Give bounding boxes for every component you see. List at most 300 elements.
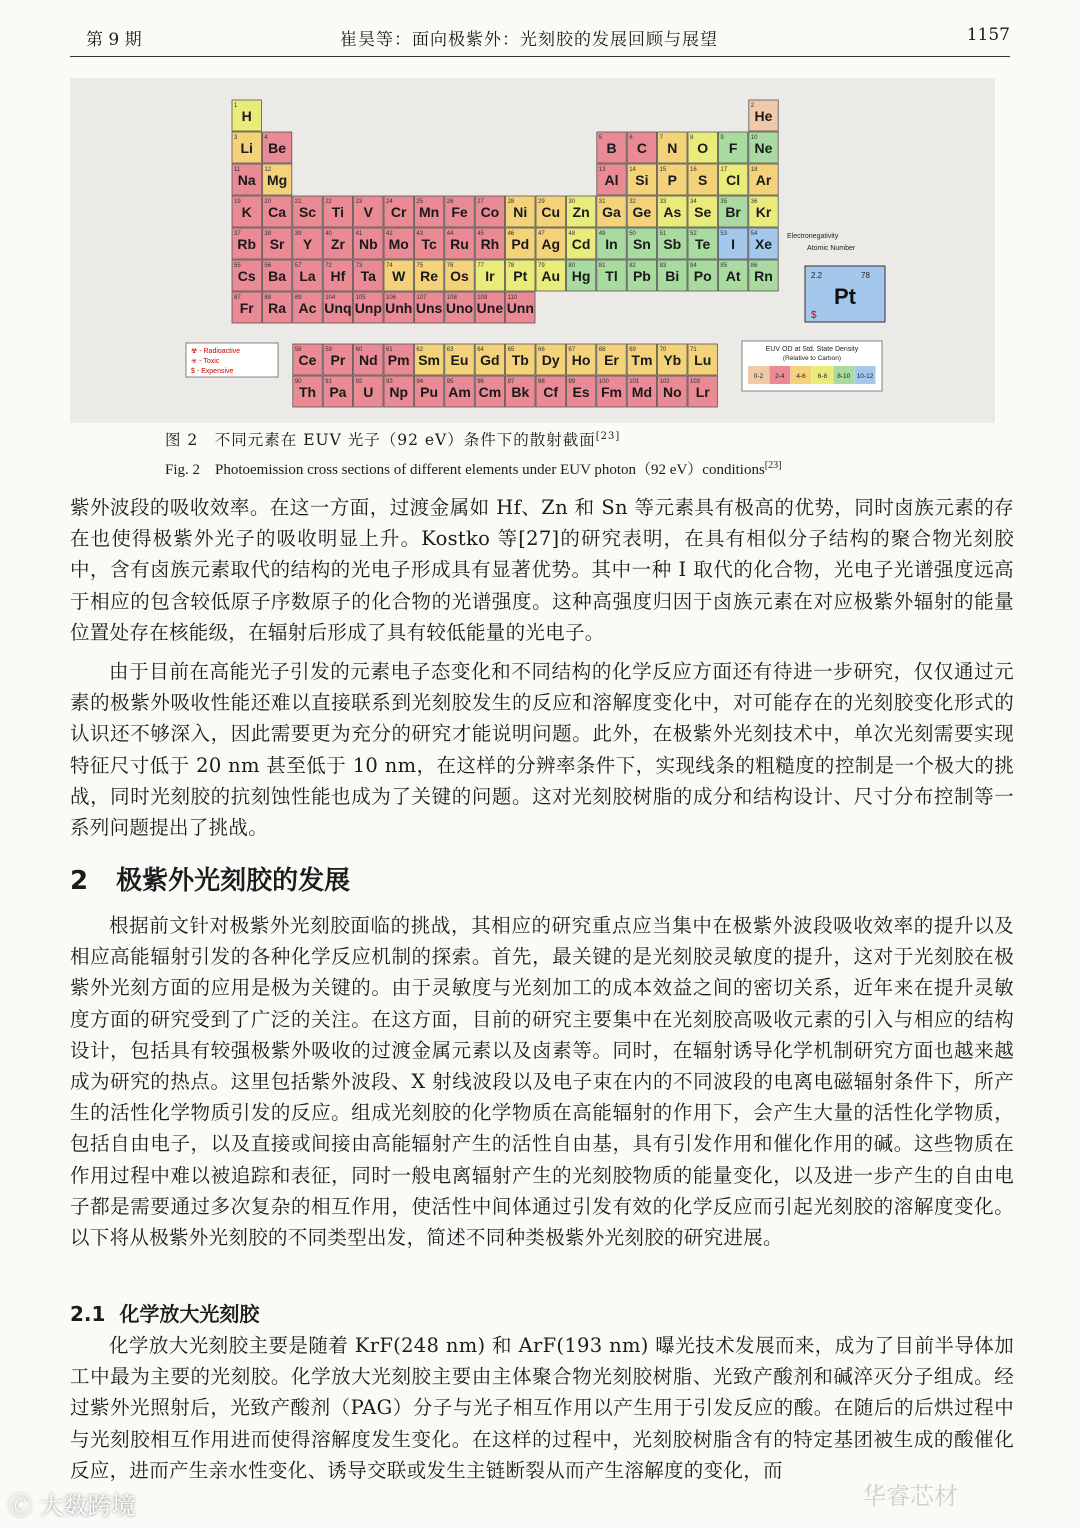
element-Lu [688,344,717,375]
element-N [658,132,687,163]
svg-text:Nd: Nd [358,352,378,368]
svg-text:Tb: Tb [511,352,529,368]
element-I [718,228,747,259]
svg-text:106: 106 [386,295,397,301]
svg-text:86: 86 [750,263,758,269]
element-Li [232,132,261,163]
svg-text:2: 2 [750,103,755,109]
od-scale-label: 8-10 [837,373,851,380]
element-Se [688,196,717,227]
svg-text:66: 66 [538,347,545,353]
svg-text:99: 99 [568,379,576,385]
svg-text:Th: Th [298,384,317,400]
svg-text:34: 34 [690,199,697,205]
svg-text:Une: Une [476,300,504,316]
svg-text:93: 93 [386,379,393,385]
svg-text:F: F [728,140,738,156]
od-scale-label: 2-4 [775,373,785,380]
svg-text:105: 105 [355,295,366,301]
svg-text:Xe: Xe [754,236,773,252]
svg-text:60: 60 [355,347,363,353]
element-Tb [506,344,535,375]
svg-text:11: 11 [234,167,241,173]
watermark-left: 🄫 大数跨境 [8,1492,136,1520]
svg-text:63: 63 [446,347,454,353]
svg-text:Lr: Lr [695,384,710,400]
element-Rh [475,228,504,259]
element-Es [566,376,595,407]
svg-text:O: O [697,140,709,156]
svg-text:40: 40 [325,231,332,237]
element-Cd [566,228,595,259]
element-Ti [323,196,352,227]
element-Te [688,228,717,259]
element-Unp [354,292,383,323]
svg-text:50: 50 [629,231,636,237]
svg-text:Ge: Ge [632,204,652,220]
svg-text:31: 31 [598,199,606,205]
element-Na [232,164,261,195]
svg-text:H: H [241,108,252,124]
element-Os [445,260,474,291]
element-Al [597,164,626,195]
key-symbol: Pt [834,284,856,309]
element-Unq [323,292,352,323]
element-Ni [506,196,535,227]
element-Gd [475,344,504,375]
svg-text:Ce: Ce [298,352,317,368]
element-Be [262,132,291,163]
element-K [232,196,261,227]
element-Tm [627,344,656,375]
svg-text:28: 28 [507,199,515,205]
element-Pr [323,344,352,375]
svg-text:97: 97 [507,379,515,385]
element-Ge [627,196,656,227]
svg-text:W: W [392,268,406,284]
svg-text:Be: Be [268,140,287,156]
paragraph-4: 化学放大光刻胶主要是随着 KrF(248 nm) 和 ArF(193 nm) 曝光技术发展而来，成为了目前半导体加工中最为主要的光刻胶。化学放大光刻胶主要由主体聚合物光刻胶树脂、光致产酸剂和碱淬灭分子组成。经过紫外光照射后，光致产酸剂（PAG）分子与光子相互作用以产生用于引发反应的酸。在随后的后烘过程中与光刻胶相互作用进而使得溶解度发生变化。在这样的过程中，光刻胶树脂含有的特定基团被生成的酸催化反应，进而产生亲水性变化、诱导交联或发生主链断裂从而产生溶解度的变化，而 [70,1334,1014,1482]
svg-text:77: 77 [477,263,484,269]
od-scale-label: 0-2 [753,373,764,380]
svg-text:78: 78 [507,263,515,269]
svg-text:18: 18 [750,167,758,173]
svg-text:Dy: Dy [541,352,560,368]
svg-text:Hf: Hf [330,268,346,284]
svg-text:Te: Te [695,236,711,252]
header-rule [70,56,1010,57]
running-title: 崔昊等：面向极紫外：光刻胶的发展回顾与展望 [340,30,718,50]
od-scale-label: 10-12 [856,373,874,380]
svg-text:Si: Si [635,172,649,188]
svg-text:Unq: Unq [324,300,352,316]
element-Pb [627,260,656,291]
svg-text:37: 37 [234,231,241,237]
svg-text:44: 44 [446,231,454,237]
svg-text:23: 23 [355,199,363,205]
svg-text:Se: Se [694,204,712,220]
element-Nd [354,344,383,375]
element-Si [627,164,656,195]
svg-text:54: 54 [750,231,758,237]
element-F [718,132,747,163]
svg-text:I: I [731,236,736,252]
svg-text:53: 53 [720,231,728,237]
svg-text:108: 108 [446,295,457,301]
svg-text:Br: Br [725,204,741,220]
svg-text:Fr: Fr [239,300,254,316]
element-Ar [749,164,778,195]
element-Cr [384,196,413,227]
svg-text:43: 43 [416,231,424,237]
svg-text:98: 98 [538,379,545,385]
element-Nb [354,228,383,259]
element-Bi [658,260,687,291]
svg-text:Yb: Yb [663,352,682,368]
svg-text:Er: Er [604,352,619,368]
element-Ag [536,228,565,259]
svg-text:Bi: Bi [665,268,680,284]
element-Pu [414,376,443,407]
svg-text:Ni: Ni [513,204,528,220]
svg-text:Na: Na [237,172,256,188]
svg-text:Tc: Tc [421,236,437,252]
svg-text:5: 5 [598,135,603,141]
element-Cl [718,164,747,195]
element-Sc [293,196,322,227]
svg-text:U: U [363,384,374,400]
element-Tl [597,260,626,291]
element-Cs [232,260,261,291]
element-Mo [384,228,413,259]
svg-text:Np: Np [389,384,409,400]
svg-text:Pa: Pa [329,384,347,400]
element-Dy [536,344,565,375]
svg-text:Os: Os [450,268,469,284]
svg-text:14: 14 [629,167,636,173]
svg-text:76: 76 [446,263,454,269]
svg-text:10: 10 [750,135,758,141]
svg-text:79: 79 [538,263,545,269]
element-Zn [566,196,595,227]
svg-text:64: 64 [477,347,484,353]
svg-text:Cr: Cr [390,204,407,220]
element-Md [627,376,656,407]
svg-text:Pd: Pd [511,236,530,252]
element-Rb [232,228,261,259]
svg-text:Pu: Pu [420,384,439,400]
element-Re [414,260,443,291]
svg-text:32: 32 [629,199,636,205]
svg-text:Unn: Unn [506,300,534,316]
section-2-1-heading: 2.1 化学放大光刻胶 [70,1302,260,1326]
svg-text:Am: Am [448,384,471,400]
paragraph-3: 根据前文针对极紫外光刻胶面临的挑战，其相应的研究重点应当集中在极紫外波段吸收效率的提升以及相应高能辐射引发的各种化学反应机制的探索。首先，最关键的是光刻胶灵敏度的提升，这对于光刻胶在极紫外光刻方面的应用是极为关键的。由于灵敏度与光刻加工的成本效益之间的密切关系，近年来在提升灵敏度方面的研究受到了广泛的关注。在这方面，目前的研究主要集中在光刻胶高吸收元素的引入与相应的结构设计，包括具有较强极紫外吸收的过渡金属元素以及卤素等。同时，在辐射诱导化学机制研究方面也越来越成为研究的热点。这里包括紫外波段、X 射线波段以及电子束在内的不同波段的电离电磁辐射条件下，所产生的活性化学物质引发的反应。组成光刻胶的化学物质在高能辐射的作用下，会产生大量的活性化学物质，包括自由电子，以及直接或间接由高能辐射产生的活性自由基，具有引发作用和催化作用的碱。这些物质在作用过程中难以被追踪和表征，同时一般电离辐射产生的光刻胶物质的能量变化，以及进一步产生的自由电子都是需要通过多次复杂的相互作用，使活性中间体通过引发有效的化学反应而引起光刻胶的溶解度变化。以下将从极紫外光刻胶的不同类型出发，简述不同种类极紫外光刻胶的研究进展。 [70,914,1014,1250]
svg-text:Sb: Sb [663,236,682,252]
page-header [0,22,1080,56]
svg-text:47: 47 [538,231,545,237]
element-V [354,196,383,227]
svg-text:No: No [662,384,682,400]
svg-text:Pr: Pr [330,352,346,368]
issue-number: 第 9 期 [86,30,142,50]
svg-text:91: 91 [325,379,332,385]
svg-text:Zn: Zn [572,204,590,220]
svg-text:55: 55 [234,263,241,269]
element-O [688,132,717,163]
element-Zr [323,228,352,259]
svg-text:81: 81 [598,263,606,269]
svg-text:Cf: Cf [543,384,559,400]
element-Cu [536,196,565,227]
svg-text:100: 100 [598,379,609,385]
element-Y [293,228,322,259]
element-Ce [293,344,322,375]
element-C [627,132,656,163]
svg-text:16: 16 [690,167,697,173]
element-Pt [506,260,535,291]
svg-text:101: 101 [629,379,640,385]
element-U [354,376,383,407]
svg-text:V: V [363,204,373,220]
key-electronegativity-label: Electronegativity [787,233,839,240]
svg-text:Rb: Rb [237,236,257,252]
svg-text:94: 94 [416,379,424,385]
svg-text:He: He [754,108,773,124]
element-Cm [475,376,504,407]
svg-text:Mo: Mo [388,236,409,252]
svg-text:Ac: Ac [298,300,317,316]
element-Po [688,260,717,291]
svg-text:30: 30 [568,199,576,205]
element-Ac [293,292,322,323]
svg-text:Hg: Hg [571,268,591,284]
element-Ne [749,132,778,163]
svg-text:58: 58 [294,347,302,353]
svg-text:Mg: Mg [266,172,288,188]
svg-text:Sm: Sm [418,352,440,368]
svg-text:107: 107 [416,295,427,301]
symbol-legend-item: $ - Expensive [191,368,234,375]
svg-text:39: 39 [294,231,302,237]
svg-text:La: La [299,268,316,284]
element-Np [384,376,413,407]
svg-text:52: 52 [690,231,697,237]
svg-text:27: 27 [477,199,484,205]
element-As [658,196,687,227]
svg-text:C: C [636,140,647,156]
element-No [658,376,687,407]
svg-text:Unh: Unh [385,300,413,316]
element-He [749,100,778,131]
svg-text:80: 80 [568,263,576,269]
element-Uno [445,292,474,323]
svg-text:Ru: Ru [450,236,469,252]
element-Ir [475,260,504,291]
svg-text:69: 69 [629,347,636,353]
svg-text:46: 46 [507,231,515,237]
svg-text:Zr: Zr [330,236,345,252]
svg-text:P: P [667,172,677,188]
svg-text:68: 68 [598,347,606,353]
svg-text:15: 15 [659,167,667,173]
svg-text:Unp: Unp [354,300,382,316]
svg-text:Ag: Ag [541,236,561,252]
svg-text:Tm: Tm [631,352,653,368]
element-In [597,228,626,259]
svg-text:72: 72 [325,263,332,269]
svg-text:Tl: Tl [605,268,618,284]
svg-text:Nb: Nb [358,236,378,252]
svg-text:82: 82 [629,263,636,269]
svg-text:Cm: Cm [478,384,502,400]
element-Tc [414,228,443,259]
element-Th [293,376,322,407]
element-Pd [506,228,535,259]
svg-text:Rh: Rh [480,236,500,252]
symbol-legend-item: ☣ - Toxic [191,358,220,365]
svg-text:Rn: Rn [754,268,773,284]
svg-text:65: 65 [507,347,515,353]
svg-text:Po: Po [693,268,712,284]
svg-text:Sr: Sr [269,236,285,252]
element-Sn [627,228,656,259]
svg-text:90: 90 [294,379,302,385]
svg-text:22: 22 [325,199,332,205]
svg-text:Ne: Ne [754,140,773,156]
section-2-heading: 2 极紫外光刻胶的发展 [70,866,351,896]
svg-text:As: As [663,204,682,220]
svg-text:Li: Li [240,140,253,156]
svg-text:Mn: Mn [418,204,440,220]
element-Pm [384,344,413,375]
od-scale-label: 6-8 [817,373,828,380]
svg-text:Al: Al [604,172,619,188]
svg-text:67: 67 [568,347,576,353]
svg-text:In: In [605,236,618,252]
svg-text:Gd: Gd [480,352,500,368]
svg-text:1: 1 [234,103,238,109]
element-Sr [262,228,291,259]
svg-text:Cl: Cl [726,172,741,188]
element-Fe [445,196,474,227]
figure-caption-en: Fig. 2 Photoemission cross sections of different elements under EUV photon（92 eV）conditions[23] [165,460,782,478]
svg-text:95: 95 [446,379,454,385]
svg-text:7: 7 [659,135,663,141]
svg-text:13: 13 [598,167,606,173]
svg-text:4: 4 [264,135,268,141]
svg-text:Es: Es [572,384,590,400]
svg-text:33: 33 [659,199,667,205]
svg-text:89: 89 [294,295,302,301]
svg-text:73: 73 [355,263,363,269]
svg-text:38: 38 [264,231,272,237]
svg-text:110: 110 [507,295,518,301]
svg-text:Ba: Ba [268,268,287,284]
svg-text:71: 71 [690,347,697,353]
key-atomic-number-label: Atomic Number [807,245,856,252]
svg-text:Bk: Bk [511,384,530,400]
svg-text:74: 74 [386,263,393,269]
element-Yb [658,344,687,375]
element-Fm [597,376,626,407]
od-scale-subtitle: (Relative to Carbon) [782,355,842,362]
svg-text:Cu: Cu [541,204,561,220]
element-Une [475,292,504,323]
svg-text:3: 3 [234,135,238,141]
svg-text:Y: Y [302,236,313,252]
periodic-table-svg [70,78,995,423]
svg-text:8: 8 [690,135,694,141]
svg-text:Ir: Ir [485,268,495,284]
element-La [293,260,322,291]
svg-text:41: 41 [355,231,363,237]
svg-text:B: B [606,140,617,156]
svg-text:Ga: Ga [602,204,621,220]
svg-text:42: 42 [386,231,393,237]
element-Mg [262,164,291,195]
paragraph-1: 紫外波段的吸收效率。在这一方面，过渡金属如 Hf、Zn 和 Sn 等元素具有极高的优势，同时卤族元素的存在也使得极紫外光子的吸收明显上升。Kostko 等[27]的研究表明，在具有相似分子结构的聚合物光刻胶中，含有卤族元素取代的结构的光电子形成具有显著优势。其中一种 I 取代的化合物，光电子光谱强度远高于相应的包含较低原子序数原子的化合物的光谱强度。这种高强度归因于卤族元素在对应极紫外辐射的能量位置处存在核能级，在辐射后形成了具有较低能量的光电子。 [70,496,1014,644]
svg-text:36: 36 [750,199,758,205]
element-Pa [323,376,352,407]
element-Mn [414,196,443,227]
element-Er [597,344,626,375]
svg-text:Kr: Kr [755,204,772,220]
svg-text:Pt: Pt [513,268,528,284]
svg-text:9: 9 [720,135,724,141]
element-Ho [566,344,595,375]
svg-text:70: 70 [659,347,667,353]
svg-text:Pm: Pm [387,352,410,368]
od-scale-label: 4-6 [796,373,806,380]
svg-text:K: K [241,204,252,220]
svg-text:104: 104 [325,295,336,301]
svg-text:62: 62 [416,347,424,353]
svg-text:19: 19 [234,199,241,205]
element-Sm [414,344,443,375]
element-B [597,132,626,163]
figure-caption-cn: 图 2 不同元素在 EUV 光子（92 eV）条件下的散射截面[23] [165,430,621,449]
element-Cf [536,376,565,407]
element-Rn [749,260,778,291]
element-Bk [506,376,535,407]
svg-text:Ho: Ho [571,352,591,368]
svg-text:Co: Co [480,204,500,220]
svg-text:6: 6 [629,135,633,141]
svg-text:59: 59 [325,347,332,353]
element-S [688,164,717,195]
svg-text:29: 29 [538,199,545,205]
svg-text:20: 20 [264,199,272,205]
svg-text:At: At [725,268,741,284]
key-en-value: 2.2 [811,271,823,280]
element-Ta [354,260,383,291]
element-Au [536,260,565,291]
element-Unh [384,292,413,323]
figure-periodic-table [70,78,995,423]
svg-text:25: 25 [416,199,424,205]
svg-text:88: 88 [264,295,272,301]
element-Unn [506,292,535,323]
page-number: 1157 [966,25,1010,45]
od-scale-title: EUV OD at Std. State Density [765,346,859,353]
element-Co [475,196,504,227]
svg-text:102: 102 [659,379,670,385]
element-Ga [597,196,626,227]
svg-text:87: 87 [234,295,241,301]
element-H [232,100,261,131]
element-W [384,260,413,291]
